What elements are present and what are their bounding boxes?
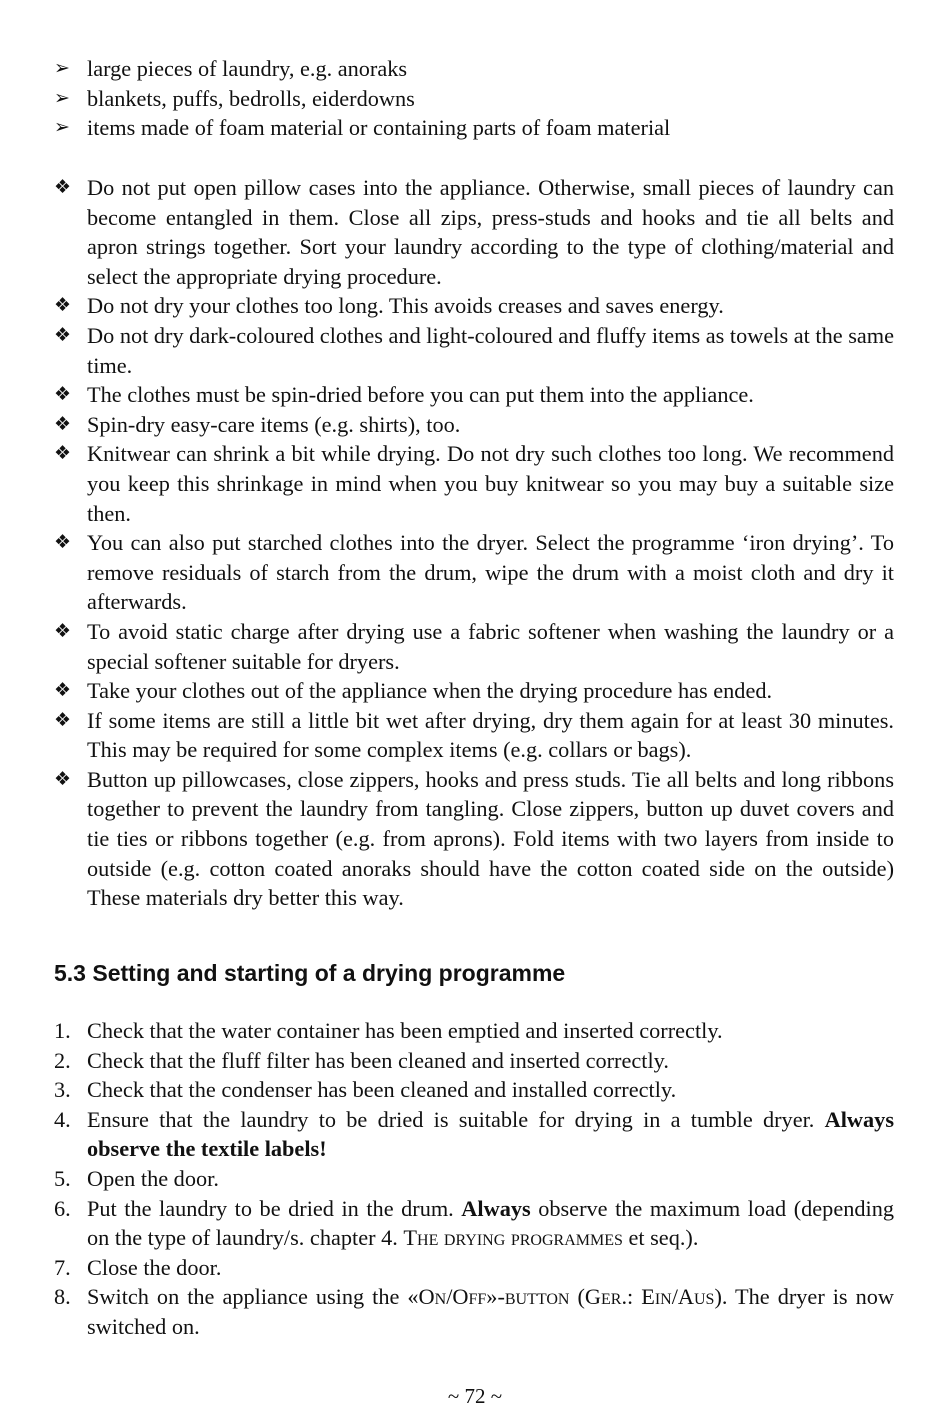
diamond-bullet-icon: ❖ <box>54 442 72 465</box>
diamond-bullet-icon: ❖ <box>54 412 72 435</box>
step-number: 4. <box>54 1106 71 1132</box>
laundry-exclusion-list <box>54 54 894 143</box>
step-item: 2. Check that the fluff filter has been cleaned and inserted correctly. <box>54 1046 894 1076</box>
step-number: 8. <box>54 1284 71 1310</box>
diamond-bullet-icon: ❖ <box>54 708 72 731</box>
diamond-bullet-icon: ❖ <box>54 767 72 790</box>
list-item: ❖ Do not dry dark-coloured clothes and light-coloured and fluffy items as towels at the same time. <box>54 322 895 378</box>
step-item: 6. Put the laundry to be dried in the drum. Always observe the maximum load (depending on the type of laundry/s. chapter 4. The drying programmes et seq.). <box>54 1195 895 1251</box>
diamond-bullet-icon: ❖ <box>54 294 72 317</box>
diamond-bullet-icon: ❖ <box>54 679 72 702</box>
step-item: 7. Close the door. <box>54 1253 894 1283</box>
list-item: ❖ Knitwear can shrink a bit while drying. Do not dry such clothes too long. We recommend you keep this shrinkage in mind when you buy knitwear so you may buy a suitable size then. <box>54 441 894 526</box>
page-number: ~ 72 ~ <box>447 1384 503 1408</box>
step-number: 6. <box>54 1195 71 1221</box>
diamond-bullet-icon: ❖ <box>54 383 72 406</box>
list-item: ❖ If some items are still a little bit wet after drying, dry them again for at least 30 minutes. This may be required for some complex items (e.g. collars or bags). <box>54 707 894 763</box>
emphasis: Always <box>461 1195 531 1221</box>
list-item: ❖ Do not dry your clothes too long. This avoids creases and saves energy. <box>54 291 894 321</box>
step-number: 1. <box>54 1018 71 1043</box>
list-item: ➢ large pieces of laundry, e.g. anoraks <box>54 54 894 84</box>
diamond-bullet-icon: ❖ <box>54 176 72 198</box>
step-number: 5. <box>54 1165 71 1191</box>
list-item: ➢ items made of foam material or containing parts of foam material <box>54 113 894 143</box>
step-number: 7. <box>54 1254 71 1280</box>
list-item: ❖ Button up pillowcases, close zippers, hooks and press studs. Tie all belts and long ribbons together to prevent the laundry from tangling. Close zippers, button up duvet covers and tie ties or ribbons together (e.g. from aprons). Fold items with two layers from inside to outside (e.g. cotton coated anoraks should have the cotton coated side on the outside) These materials dry better this way. <box>54 766 894 911</box>
step-item: 1. Check that the water container has been emptied and inserted correctly. <box>54 1016 894 1046</box>
diamond-bullet-icon: ❖ <box>54 323 72 346</box>
step-number: 2. <box>54 1047 71 1073</box>
list-item: ❖ Do not put open pillow cases into the appliance. Otherwise, small pieces of laundry can become entangled in them. Close all zips, press-studs and hooks and tie all belts and apron strings together. Sort your laundry according to the type of clothing/material and select the appropriate drying procedure. <box>54 175 894 289</box>
section-heading: 5.3 Setting and starting of a drying programme <box>54 960 566 986</box>
diamond-bullet-icon: ❖ <box>54 619 72 642</box>
arrow-bullet-icon: ➢ <box>54 116 70 139</box>
step-number: 3. <box>54 1077 71 1103</box>
list-item: ❖ Take your clothes out of the appliance when the drying procedure has ended. <box>54 676 894 706</box>
german-label: Ger.: Ein/Aus <box>584 1284 715 1310</box>
chapter-reference: The drying programmes <box>403 1225 623 1251</box>
step-item: 3. Check that the condenser has been cleaned and installed correctly. <box>54 1075 894 1105</box>
arrow-bullet-icon: ➢ <box>54 57 70 79</box>
diamond-bullet-icon: ❖ <box>54 531 72 554</box>
step-item: 5. Open the door. <box>54 1164 894 1194</box>
drying-steps-list <box>54 1016 894 1342</box>
list-item: ❖ To avoid static charge after drying use a fabric softener when washing the laundry or a special softener suitable for dryers. <box>54 618 894 674</box>
list-item: ❖ The clothes must be spin-dried before you can put them into the appliance. <box>54 380 894 410</box>
step-item: 8. Switch on the appliance using the «On/Off»-button (Ger.: Ein/Aus). The dryer is now switched on. <box>54 1284 894 1339</box>
list-item: ❖ You can also put starched clothes into the dryer. Select the programme ‘iron drying’. To remove residuals of starch from the drum, wipe the drum with a moist cloth and dry it afterwards. <box>54 530 894 615</box>
list-item: ❖ Spin-dry easy-care items (e.g. shirts), too. <box>54 410 894 440</box>
list-item: ➢ blankets, puffs, bedrolls, eiderdowns <box>54 84 894 114</box>
arrow-bullet-icon: ➢ <box>54 86 70 109</box>
drying-tips-list <box>54 173 894 913</box>
step-item: 4. Ensure that the laundry to be dried is suitable for drying in a tumble dryer. Always observe the textile labels! <box>54 1106 894 1162</box>
button-reference: On/Off»-button <box>418 1284 570 1310</box>
emphasis: Always observe the textile labels! <box>87 1106 894 1162</box>
